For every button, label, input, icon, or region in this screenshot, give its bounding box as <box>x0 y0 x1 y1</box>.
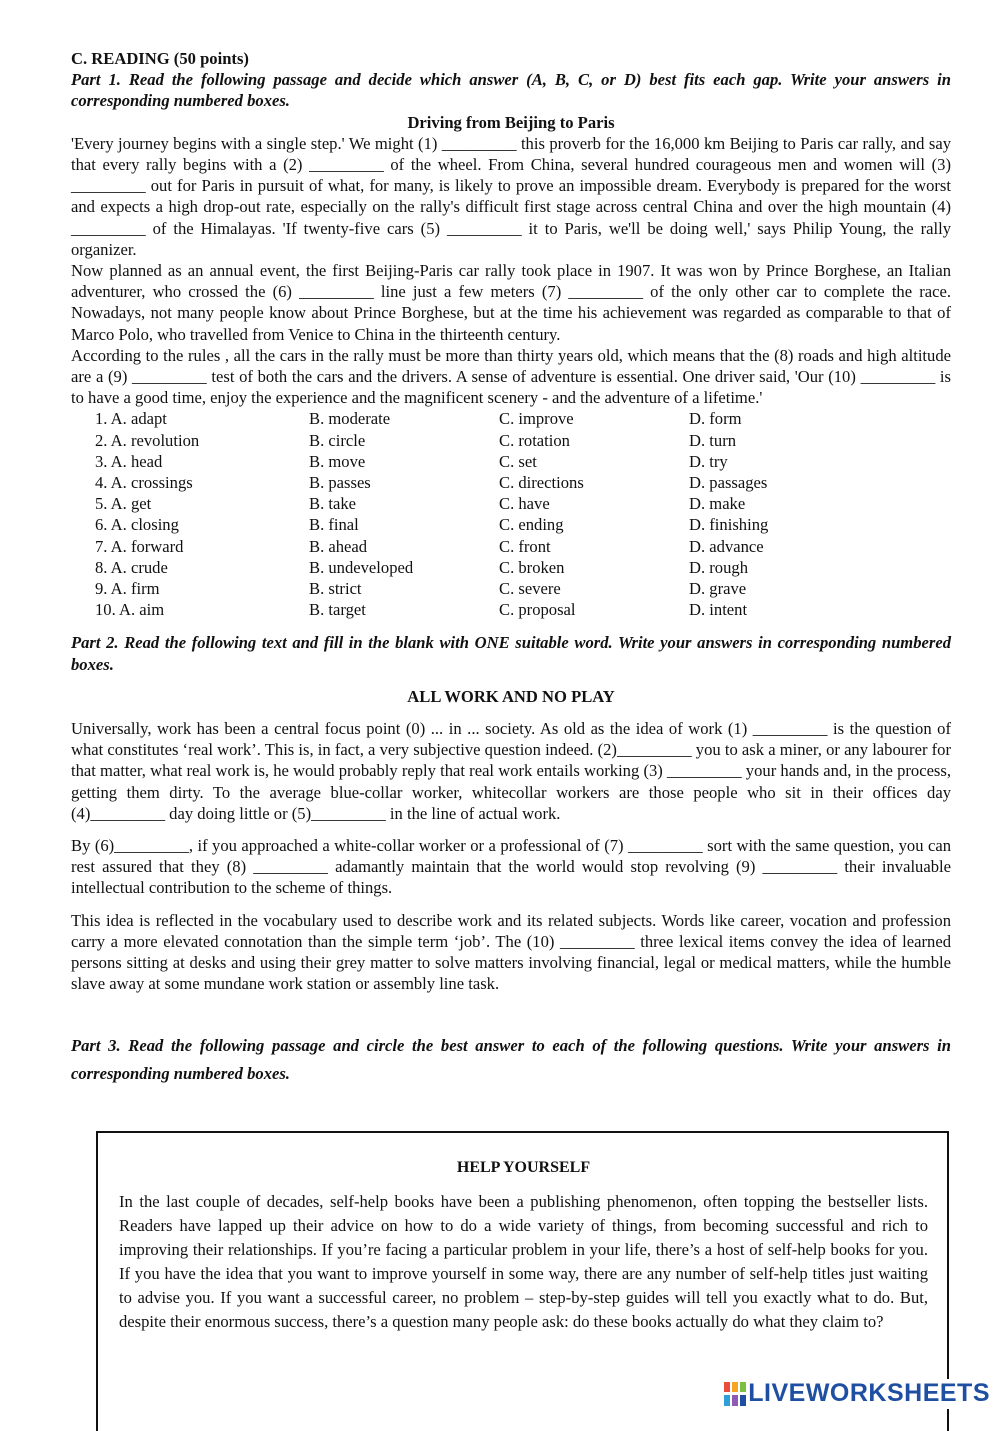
option-b: B. take <box>309 494 357 514</box>
option-d: D. form <box>689 409 742 429</box>
option-d: D. intent <box>689 600 748 620</box>
option-a: 5. A. get <box>95 494 152 514</box>
option-a: 6. A. closing <box>95 515 179 535</box>
option-row <box>95 557 951 578</box>
option-row <box>95 430 951 451</box>
option-b: B. passes <box>309 473 371 493</box>
option-row <box>95 536 951 557</box>
option-a: 10. A. aim <box>95 600 165 620</box>
spacer <box>71 707 951 718</box>
option-b: B. moderate <box>309 409 391 429</box>
part2-paragraph: This idea is reflected in the vocabulary used to describe work and its related subjects. Words like career, vocation and profession carry a more elevated connotation than the simple term ‘job’. The (10) _________ three lexical items convey the idea of learned persons sitting at desks and using their grey matter to solve matters involving financial, legal or medical matters, while the humble slave away at some mundane work station or assembly line task. <box>71 910 951 994</box>
option-row <box>95 578 951 599</box>
option-row <box>95 514 951 535</box>
option-d: D. advance <box>689 536 764 556</box>
option-b: B. final <box>309 515 359 535</box>
option-row <box>95 408 951 429</box>
part3-title: HELP YOURSELF <box>456 1159 591 1176</box>
option-a: 9. A. firm <box>95 578 160 598</box>
option-b: B. undeveloped <box>309 557 414 577</box>
part2-paragraph: By (6)_________, if you approached a white-collar worker or a professional of (7) _________ sort with the same question, you can rest assured that they (8) _________ adamantly maintain that the world would stop revolving (9) _________ their invaluable intellectual contribution to the scheme of things. <box>71 835 951 898</box>
option-d: D. turn <box>689 430 737 450</box>
option-c: C. improve <box>499 409 574 429</box>
option-row <box>95 493 951 514</box>
spacer <box>71 899 951 910</box>
part2-paragraph: Universally, work has been a central focus point (0) ... in ... society. As old as the idea of work (1) _________ is the question of what constitutes ‘real work’. This is, in fact, a very subjective question indeed. (2)_________ you to ask a miner, or any labourer for that matter, what real work is, he would probably reply that real work entails working (3) _________ your hands and, in the process, getting them dirty. To the average blue-collar worker, whitecollar workers are those people who sit in their offices day (4)_________ day doing little or (5)_________ in the line of actual work. <box>71 718 951 823</box>
option-a: 1. A. adapt <box>95 409 167 429</box>
option-d: D. grave <box>689 578 747 598</box>
option-row <box>95 451 951 472</box>
option-d: D. rough <box>689 557 748 577</box>
option-b: B. strict <box>309 578 362 598</box>
part1-title: Driving from Beijing to Paris <box>407 112 615 132</box>
option-row <box>95 599 951 620</box>
logo-text: LIVEWORKSHEETS <box>748 1379 990 1408</box>
option-c: C. broken <box>499 557 565 577</box>
option-a: 7. A. forward <box>95 536 184 556</box>
option-b: B. ahead <box>309 536 368 556</box>
part3-instruction: Part 3. Read the following passage and circle the best answer to each of the following questions. Write your answers in corresponding numbered boxes. <box>71 1036 951 1084</box>
option-a: 3. A. head <box>95 451 163 471</box>
part1-paragraph: 'Every journey begins with a single step.' We might (1) _________ this proverb for the 16,000 km Beijing to Paris car rally, and say that every rally begins with a (2) _________ of the wheel. From China, several hundred courageous men and women will (3) _________ out for Paris in pursuit of what, for many, is likely to prove an impossible dream. Everybody is prepared for the worst and expects a high drop-out rate, especially on the rally's difficult first stage across central China and over the high mountain (4) _________ of the Himalayas. 'If twenty-five cars (5) _________ it to Paris, we'll be doing well,' says Philip Young, the rally organizer. <box>71 133 951 259</box>
passage-content <box>119 1157 928 1334</box>
part1-options-list <box>95 408 951 620</box>
option-d: D. make <box>689 494 746 514</box>
spacer <box>71 994 951 1032</box>
option-a: 2. A. revolution <box>95 430 200 450</box>
logo-icon <box>724 1382 746 1406</box>
option-c: C. ending <box>499 515 564 535</box>
option-c: C. severe <box>499 578 561 598</box>
option-d: D. finishing <box>689 515 769 535</box>
part2-instruction: Part 2. Read the following text and fill in the blank with ONE suitable word. Write your answers in corresponding numbered boxes. <box>71 633 951 674</box>
part1-instruction: Part 1. Read the following passage and decide which answer (A, B, C, or D) best fits each gap. Write your answers in corresponding numbered boxes. <box>71 70 951 111</box>
part1-paragraph: According to the rules , all the cars in the rally must be more than thirty years old, which means that the (8) roads and high altitude are a (9) _________ test of both the cars and the drivers. A sense of adventure is essential. One driver said, 'Our (10) _________ is to have a good time, enjoy the experience and the magnificent scenery - and the adventure of a lifetime.' <box>71 345 951 408</box>
option-a: 8. A. crude <box>95 557 168 577</box>
option-a: 4. A. crossings <box>95 473 193 493</box>
part1-paragraph: Now planned as an annual event, the first Beijing-Paris car rally took place in 1907. It was won by Prince Borghese, an Italian adventurer, who crossed the (6) _________ line just a few meters (7) _________ of the only other car to complete the race. Nowadays, not many people know about Prince Borghese, but at the time his achievement was regarded as comparable to that of Marco Polo, who travelled from Venice to China in the thirteenth century. <box>71 261 951 344</box>
worksheet-page <box>71 48 951 1088</box>
section-title: C. READING (50 points) <box>71 49 249 68</box>
option-c: C. have <box>499 494 550 514</box>
part2-title: ALL WORK AND NO PLAY <box>407 686 615 706</box>
option-d: D. passages <box>689 473 768 493</box>
spacer <box>71 620 951 632</box>
option-c: C. directions <box>499 473 584 493</box>
option-c: C. proposal <box>499 600 576 620</box>
option-b: B. circle <box>309 430 366 450</box>
part3-paragraph: In the last couple of decades, self-help books have been a publishing phenomenon, often topping the bestseller lists. Readers have lapped up their advice on how to do a wide variety of things, from becoming successful and rich to improving their relationships. If you’re facing a particular problem in your life, there’s a host of self-help books for you. If you have the idea that you want to improve yourself in some way, there are any number of self-help titles just waiting to advise you. If you want a successful career, no problem – step-by-step guides will tell you exactly what to do. But, despite their enormous success, there’s a question many people ask: do these books actually do what they claim to? <box>119 1192 928 1332</box>
option-d: D. try <box>689 451 728 471</box>
option-b: B. target <box>309 600 366 620</box>
spacer <box>71 675 951 686</box>
spacer <box>71 824 951 835</box>
liveworksheets-logo <box>720 1379 992 1409</box>
option-b: B. move <box>309 451 366 471</box>
option-row <box>95 472 951 493</box>
option-c: C. rotation <box>499 430 570 450</box>
option-c: C. set <box>499 451 537 471</box>
option-c: C. front <box>499 536 551 556</box>
